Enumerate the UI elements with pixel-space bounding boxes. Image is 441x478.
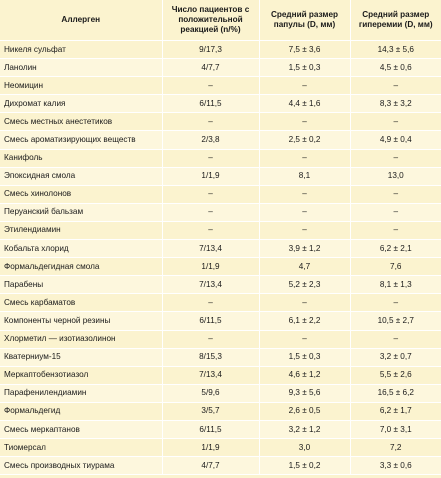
table-row <box>0 221 441 239</box>
cell-hyperemia-size: – <box>350 203 441 221</box>
table-row <box>0 294 441 312</box>
cell-patient-count: 7/13,4 <box>162 276 259 294</box>
cell-patient-count: – <box>162 149 259 167</box>
cell-patient-count: 1/1,9 <box>162 167 259 185</box>
cell-papule-size: 7,5 ± 3,6 <box>259 41 350 59</box>
cell-papule-size: 4,7 <box>259 258 350 276</box>
table-header <box>0 0 441 41</box>
cell-papule-size: – <box>259 203 350 221</box>
cell-hyperemia-size: 7,2 <box>350 439 441 457</box>
cell-papule-size: 3,9 ± 1,2 <box>259 240 350 258</box>
cell-papule-size: 6,1 ± 2,2 <box>259 312 350 330</box>
cell-allergen: Перуанский бальзам <box>0 203 162 221</box>
cell-papule-size: – <box>259 77 350 95</box>
cell-patient-count: – <box>162 185 259 203</box>
cell-patient-count: 1/1,9 <box>162 439 259 457</box>
table-row <box>0 41 441 59</box>
cell-allergen: Смесь ароматизирующих веществ <box>0 131 162 149</box>
cell-allergen: Компоненты черной резины <box>0 312 162 330</box>
table-row <box>0 131 441 149</box>
cell-papule-size: 3,2 ± 1,2 <box>259 420 350 438</box>
table-row <box>0 258 441 276</box>
cell-patient-count: 7/13,4 <box>162 240 259 258</box>
cell-papule-size: 9,3 ± 5,6 <box>259 384 350 402</box>
cell-hyperemia-size: – <box>350 294 441 312</box>
header-allergen: Аллерген <box>0 0 162 41</box>
cell-hyperemia-size: 6,2 ± 2,1 <box>350 240 441 258</box>
cell-hyperemia-size: 8,1 ± 1,3 <box>350 276 441 294</box>
cell-papule-size: 1,5 ± 0,3 <box>259 59 350 77</box>
cell-patient-count: 6/11,5 <box>162 312 259 330</box>
header-row <box>0 0 441 41</box>
cell-allergen: Меркаптобензотиазол <box>0 366 162 384</box>
cell-patient-count: – <box>162 221 259 239</box>
header-papule-size: Средний размер папулы (D, мм) <box>259 0 350 41</box>
table-row <box>0 203 441 221</box>
table-row <box>0 240 441 258</box>
cell-hyperemia-size: 5,5 ± 2,6 <box>350 366 441 384</box>
cell-allergen: Неомицин <box>0 77 162 95</box>
table-row <box>0 366 441 384</box>
cell-hyperemia-size: 13,0 <box>350 167 441 185</box>
cell-hyperemia-size: 8,3 ± 3,2 <box>350 95 441 113</box>
cell-papule-size: – <box>259 185 350 203</box>
table-body <box>0 41 441 475</box>
table-row <box>0 95 441 113</box>
cell-allergen: Дихромат калия <box>0 95 162 113</box>
cell-hyperemia-size: 4,5 ± 0,6 <box>350 59 441 77</box>
cell-hyperemia-size: – <box>350 330 441 348</box>
table-row <box>0 420 441 438</box>
cell-patient-count: 6/11,5 <box>162 95 259 113</box>
table-row <box>0 185 441 203</box>
cell-hyperemia-size: 16,5 ± 6,2 <box>350 384 441 402</box>
cell-allergen: Никеля сульфат <box>0 41 162 59</box>
cell-allergen: Парабены <box>0 276 162 294</box>
cell-allergen: Хлорметил — изотиазолинон <box>0 330 162 348</box>
cell-patient-count: 4/7,7 <box>162 59 259 77</box>
table-row <box>0 276 441 294</box>
cell-papule-size: 2,6 ± 0,5 <box>259 402 350 420</box>
table-row <box>0 77 441 95</box>
cell-patient-count: 2/3,8 <box>162 131 259 149</box>
table-row <box>0 167 441 185</box>
cell-papule-size: 8,1 <box>259 167 350 185</box>
cell-papule-size: 2,5 ± 0,2 <box>259 131 350 149</box>
cell-allergen: Смесь производных тиурама <box>0 457 162 475</box>
cell-allergen: Парафенилендиамин <box>0 384 162 402</box>
cell-patient-count: – <box>162 330 259 348</box>
cell-papule-size: 1,5 ± 0,2 <box>259 457 350 475</box>
cell-hyperemia-size: 10,5 ± 2,7 <box>350 312 441 330</box>
cell-patient-count: – <box>162 203 259 221</box>
cell-patient-count: 7/13,4 <box>162 366 259 384</box>
cell-hyperemia-size: 4,9 ± 0,4 <box>350 131 441 149</box>
cell-patient-count: – <box>162 77 259 95</box>
cell-papule-size: – <box>259 221 350 239</box>
cell-allergen: Смесь хинолонов <box>0 185 162 203</box>
cell-hyperemia-size: – <box>350 185 441 203</box>
cell-hyperemia-size: 6,2 ± 1,7 <box>350 402 441 420</box>
cell-papule-size: 1,5 ± 0,3 <box>259 348 350 366</box>
cell-allergen: Кобальта хлорид <box>0 240 162 258</box>
table-row <box>0 384 441 402</box>
cell-patient-count: 1/1,9 <box>162 258 259 276</box>
cell-patient-count: – <box>162 113 259 131</box>
cell-allergen: Канифоль <box>0 149 162 167</box>
table-row <box>0 348 441 366</box>
table-row <box>0 402 441 420</box>
cell-papule-size: 4,6 ± 1,2 <box>259 366 350 384</box>
cell-patient-count: 8/15,3 <box>162 348 259 366</box>
cell-papule-size: 4,4 ± 1,6 <box>259 95 350 113</box>
table-row <box>0 312 441 330</box>
cell-hyperemia-size: 7,0 ± 3,1 <box>350 420 441 438</box>
cell-allergen: Кватерниум-15 <box>0 348 162 366</box>
cell-patient-count: 6/11,5 <box>162 420 259 438</box>
cell-allergen: Смесь меркаптанов <box>0 420 162 438</box>
cell-papule-size: 3,0 <box>259 439 350 457</box>
cell-hyperemia-size: – <box>350 77 441 95</box>
cell-allergen: Смесь карбаматов <box>0 294 162 312</box>
table-row <box>0 439 441 457</box>
cell-patient-count: 3/5,7 <box>162 402 259 420</box>
header-hyperemia-size: Средний размер гиперемии (D, мм) <box>350 0 441 41</box>
cell-hyperemia-size: – <box>350 149 441 167</box>
cell-hyperemia-size: 14,3 ± 5,6 <box>350 41 441 59</box>
header-patient-count: Число пациентов с положительной реакцией (n/%) <box>162 0 259 41</box>
cell-allergen: Формальдегидная смола <box>0 258 162 276</box>
cell-hyperemia-size: 7,6 <box>350 258 441 276</box>
cell-papule-size: – <box>259 149 350 167</box>
cell-allergen: Ланолин <box>0 59 162 77</box>
cell-allergen: Тиомерсал <box>0 439 162 457</box>
cell-hyperemia-size: – <box>350 113 441 131</box>
table-row <box>0 457 441 475</box>
cell-hyperemia-size: 3,2 ± 0,7 <box>350 348 441 366</box>
cell-allergen: Формальдегид <box>0 402 162 420</box>
cell-papule-size: 5,2 ± 2,3 <box>259 276 350 294</box>
cell-hyperemia-size: – <box>350 221 441 239</box>
cell-hyperemia-size: 3,3 ± 0,6 <box>350 457 441 475</box>
table-row <box>0 149 441 167</box>
cell-patient-count: 5/9,6 <box>162 384 259 402</box>
cell-papule-size: – <box>259 294 350 312</box>
cell-allergen: Эпоксидная смола <box>0 167 162 185</box>
cell-papule-size: – <box>259 113 350 131</box>
cell-papule-size: – <box>259 330 350 348</box>
table-row <box>0 113 441 131</box>
cell-patient-count: 4/7,7 <box>162 457 259 475</box>
table-row <box>0 330 441 348</box>
table-row <box>0 59 441 77</box>
cell-patient-count: – <box>162 294 259 312</box>
cell-patient-count: 9/17,3 <box>162 41 259 59</box>
cell-allergen: Смесь местных анестетиков <box>0 113 162 131</box>
cell-allergen: Этилендиамин <box>0 221 162 239</box>
